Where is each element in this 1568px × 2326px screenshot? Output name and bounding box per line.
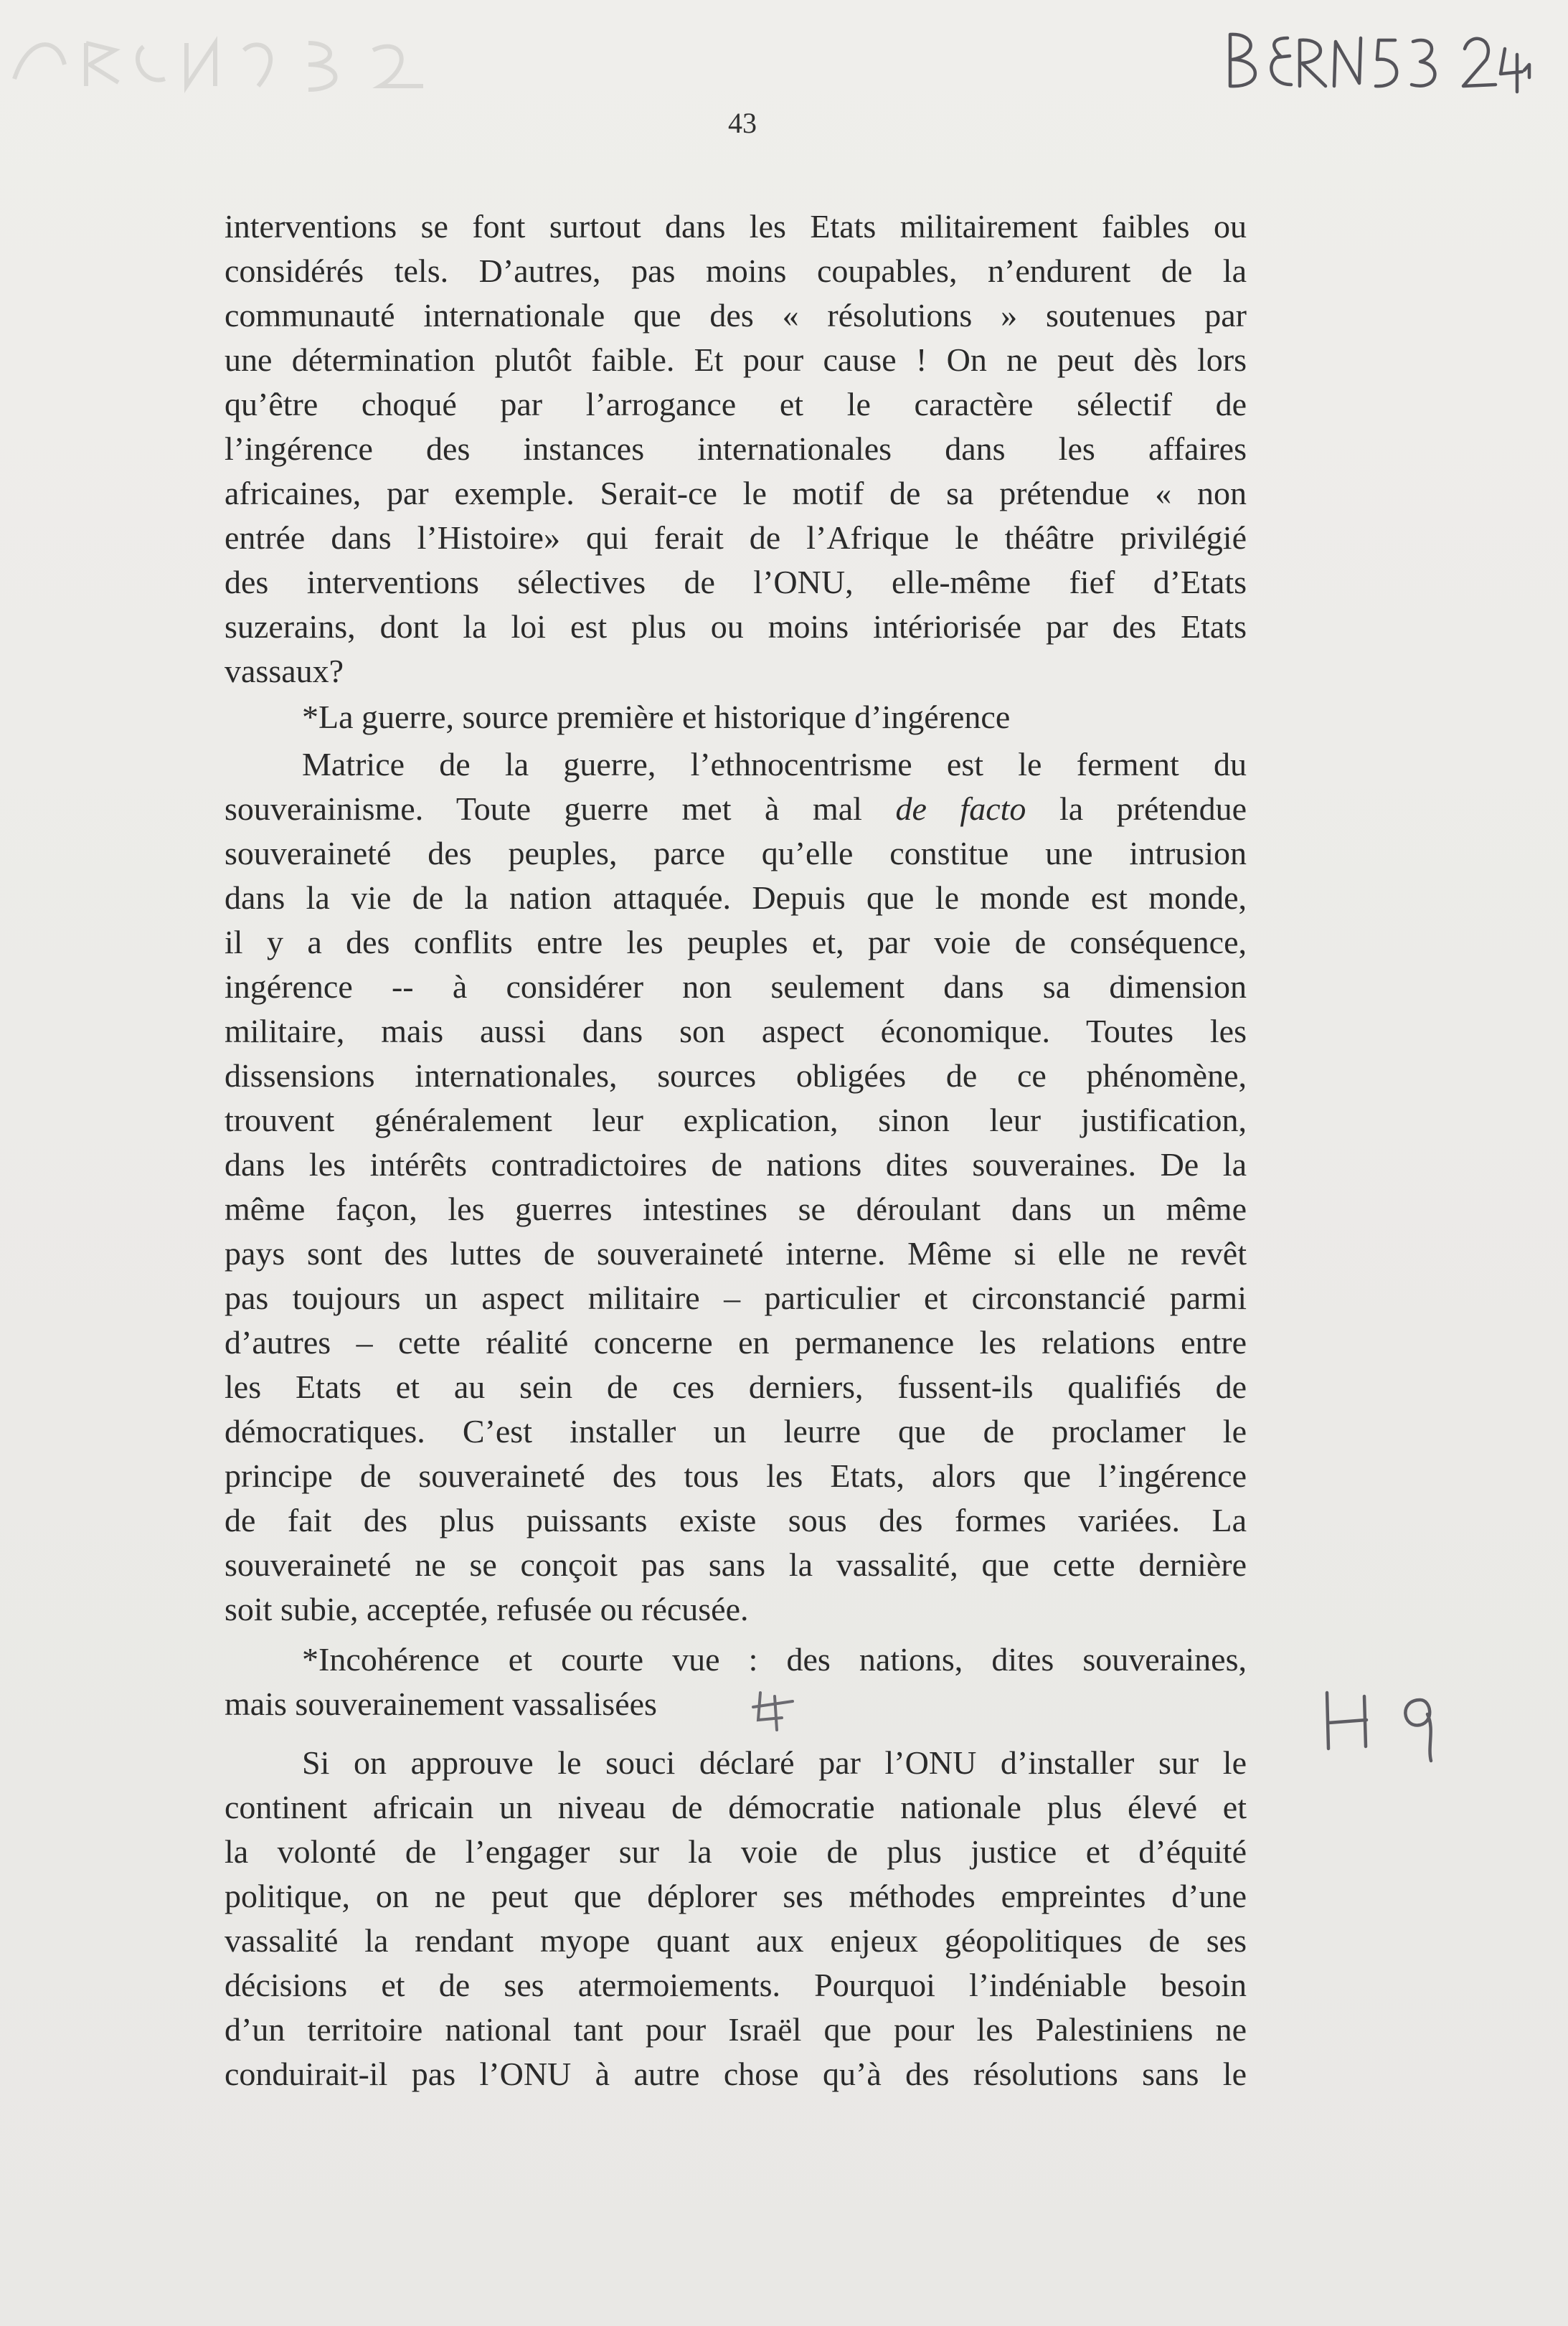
text-line: décisions et de ses atermoiements. Pourquoi l’indéniable besoin bbox=[225, 1967, 1247, 2003]
text-line: souveraineté des peuples, parce qu’elle constitue une intrusion bbox=[225, 835, 1247, 871]
text-line: politique, on ne peut que déplorer ses méthodes empreintes d’une bbox=[225, 1878, 1247, 1914]
text-line: Matrice de la guerre, l’ethnocentrisme est le ferment du bbox=[302, 746, 1247, 783]
text-line: continent africain un niveau de démocratie nationale plus élevé et bbox=[225, 1789, 1247, 1825]
text-line: il y a des conflits entre les peuples et, par voie de conséquence, bbox=[225, 924, 1247, 960]
text-fragment: souverainisme. Toute guerre met à mal bbox=[225, 790, 862, 827]
text-line: pas toujours un aspect militaire – particulier et circonstancié parmi bbox=[225, 1280, 1247, 1316]
text-line: d’un territoire national tant pour Israël que pour les Palestiniens ne bbox=[225, 2011, 1247, 2048]
text-line-with-italic bbox=[225, 787, 1247, 831]
text-line: vassalité la rendant myope quant aux enjeux géopolitiques de ses bbox=[225, 1922, 1247, 1959]
section-heading-incoherence: *Incohérence et courte vue : des nations, dites souveraines, bbox=[302, 1641, 1247, 1678]
text-line: souveraineté ne se conçoit pas sans la vassalité, que cette dernière bbox=[225, 1546, 1247, 1583]
body-text bbox=[225, 204, 1247, 2096]
text-line: dans les intérêts contradictoires de nations dites souveraines. De la bbox=[225, 1146, 1247, 1183]
text-line: considérés tels. D’autres, pas moins coupables, n’endurent de la bbox=[225, 252, 1247, 289]
text-fragment: la prétendue bbox=[1059, 790, 1247, 827]
text-line: ingérence -- à considérer non seulement dans sa dimension bbox=[225, 968, 1247, 1005]
text-line: une détermination plutôt faible. Et pour cause ! On ne peut dès lors bbox=[225, 341, 1247, 378]
text-line: Si on approuve le souci déclaré par l’ONU d’installer sur le bbox=[302, 1744, 1247, 1781]
text-line: africaines, par exemple. Serait-ce le motif de sa prétendue « non bbox=[225, 475, 1247, 511]
text-line: démocratiques. C’est installer un leurre que de proclamer le bbox=[225, 1413, 1247, 1450]
text-line: même façon, les guerres intestines se déroulant dans un même bbox=[225, 1191, 1247, 1227]
text-line: militaire, mais aussi dans son aspect économique. Toutes les bbox=[225, 1013, 1247, 1049]
text-line: entrée dans l’Histoire» qui ferait de l’Afrique le théâtre privilégié bbox=[225, 519, 1247, 556]
text-line: conduirait-il pas l’ONU à autre chose qu’à des résolutions sans le bbox=[225, 2056, 1247, 2092]
archive-stamp bbox=[1219, 20, 1535, 99]
text-line: les Etats et au sein de ces derniers, fussent-ils qualifiés de bbox=[225, 1368, 1247, 1405]
text-line: dans la vie de la nation attaquée. Depuis que le monde est monde, bbox=[225, 879, 1247, 916]
handwritten-margin-note bbox=[1313, 1678, 1478, 1764]
text-line: pays sont des luttes de souveraineté interne. Même si elle ne revêt bbox=[225, 1235, 1247, 1272]
text-line: la volonté de l’engager sur la voie de plus justice et d’équité bbox=[225, 1833, 1247, 1870]
ghost-stamp-bleedthrough bbox=[0, 22, 502, 100]
text-line: qu’être choqué par l’arrogance et le caractère sélectif de bbox=[225, 386, 1247, 422]
text-line: suzerains, dont la loi est plus ou moins intériorisée par des Etats bbox=[225, 608, 1247, 645]
text-line: soit subie, acceptée, refusée ou récusée. bbox=[225, 1591, 749, 1627]
text-line: communauté internationale que des « résolutions » soutenues par bbox=[225, 297, 1247, 334]
page-number: 43 bbox=[728, 107, 757, 139]
text-line: d’autres – cette réalité concerne en permanence les relations entre bbox=[225, 1324, 1247, 1361]
text-line: dissensions internationales, sources obligées de ce phénomène, bbox=[225, 1057, 1247, 1094]
text-line: des interventions sélectives de l’ONU, elle-même fief d’Etats bbox=[225, 564, 1247, 600]
text-line: de fait des plus puissants existe sous des formes variées. La bbox=[225, 1502, 1247, 1538]
text-line: principe de souveraineté des tous les Etats, alors que l’ingérence bbox=[225, 1457, 1247, 1494]
handwritten-correction-mark bbox=[750, 1686, 821, 1736]
italic-term: de facto bbox=[895, 790, 1026, 827]
text-line: interventions se font surtout dans les Etats militairement faibles ou bbox=[225, 208, 1247, 245]
text-line: vassaux? bbox=[225, 653, 344, 689]
section-heading-incoherence-cont: mais souverainement vassalisées bbox=[225, 1686, 657, 1722]
text-line: l’ingérence des instances internationales dans les affaires bbox=[225, 430, 1247, 467]
text-line: trouvent généralement leur explication, sinon leur justification, bbox=[225, 1102, 1247, 1138]
section-heading-war: *La guerre, source première et historique d’ingérence bbox=[302, 699, 1011, 735]
